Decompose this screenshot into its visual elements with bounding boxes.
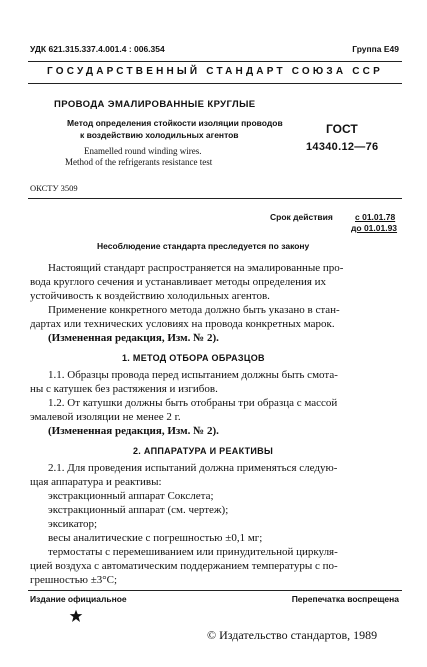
- section-2-line: термостаты с перемешиванием или принудительной циркуля-: [48, 546, 338, 558]
- section-2-line: щая аппаратура и реактивы:: [30, 476, 162, 488]
- udk-code: УДК 621.315.337.4.001.4 : 006.354: [30, 44, 165, 54]
- section-2-line: экстракционный аппарат (см. чертеж);: [48, 504, 229, 516]
- star-icon: [69, 609, 83, 623]
- section-1-line: ны с катушек без растяжения и изгибов.: [30, 383, 218, 395]
- title-rule: [28, 198, 402, 199]
- section-2-line: весы аналитические с погрешностью ±0,1 мг;: [48, 532, 263, 544]
- official-edition-label: Издание официальное: [30, 594, 127, 604]
- header-rule-top: [28, 61, 402, 62]
- section-1-note: (Измененная редакция, Изм. № 2).: [48, 425, 219, 437]
- intro-line: устойчивость к воздействию холодильных агентов.: [30, 290, 270, 302]
- section-2-heading: 2. АППАРАТУРА И РЕАКТИВЫ: [133, 446, 274, 456]
- intro-line: Настоящий стандарт распространяется на эмалированные про-: [48, 262, 344, 274]
- subtitle-line-2: к воздействию холодильных агентов: [80, 130, 239, 140]
- intro-note: (Измененная редакция, Изм. № 2).: [48, 332, 219, 344]
- gost-label: ГОСТ: [326, 122, 358, 136]
- reprint-prohibited-label: Перепечатка воспрещена: [291, 594, 399, 604]
- section-2-line: экстракционный аппарат Сокслета;: [48, 490, 214, 502]
- english-title-line-1: Enamelled round winding wires.: [84, 146, 202, 156]
- english-title-line-2: Method of the refrigerants resistance test: [65, 157, 213, 167]
- copyright-notice: © Издательство стандартов, 1989: [207, 628, 378, 642]
- section-1-line: 1.1. Образцы провода перед испытанием должны быть смота-: [48, 369, 338, 381]
- okstu-code: ОКСТУ 3509: [30, 183, 78, 193]
- subtitle-line-1: Метод определения стойкости изоляции проводов: [67, 118, 283, 128]
- section-2-line: цией воздуха с автоматическим поддержанием температуры с по-: [30, 560, 338, 572]
- section-2-line: грешностью ±3°С;: [30, 574, 118, 586]
- section-1-line: 1.2. От катушки должны быть отобраны три образца с массой: [48, 397, 338, 409]
- section-2-line: эксикатор;: [48, 518, 98, 530]
- intro-line: вода круглого сечения и устанавливает методы определения их: [30, 276, 327, 288]
- intro-line: Применение конкретного метода должно быть указано в стан-: [48, 304, 340, 316]
- document-title: ПРОВОДА ЭМАЛИРОВАННЫЕ КРУГЛЫЕ: [54, 99, 256, 110]
- validity-to: до 01.01.93: [351, 223, 398, 233]
- header-rule-bottom: [28, 83, 402, 84]
- group-code: Группа Е49: [352, 44, 399, 54]
- section-2-line: 2.1. Для проведения испытаний должна применяться следую-: [48, 462, 338, 474]
- section-1-heading: 1. МЕТОД ОТБОРА ОБРАЗЦОВ: [122, 353, 265, 363]
- footer-rule: [28, 590, 402, 591]
- validity-label: Срок действия: [270, 212, 333, 222]
- intro-line: дартах или технических условиях на провода конкретных марок.: [30, 318, 335, 330]
- standard-name: ГОСУДАРСТВЕННЫЙ СТАНДАРТ СОЮЗА ССР: [47, 66, 383, 77]
- validity-from: с 01.01.78: [355, 212, 396, 222]
- law-notice: Несоблюдение стандарта преследуется по закону: [97, 241, 310, 251]
- gost-number: 14340.12—76: [306, 141, 379, 153]
- section-1-line: эмалевой изоляции не менее 2 г.: [30, 411, 181, 423]
